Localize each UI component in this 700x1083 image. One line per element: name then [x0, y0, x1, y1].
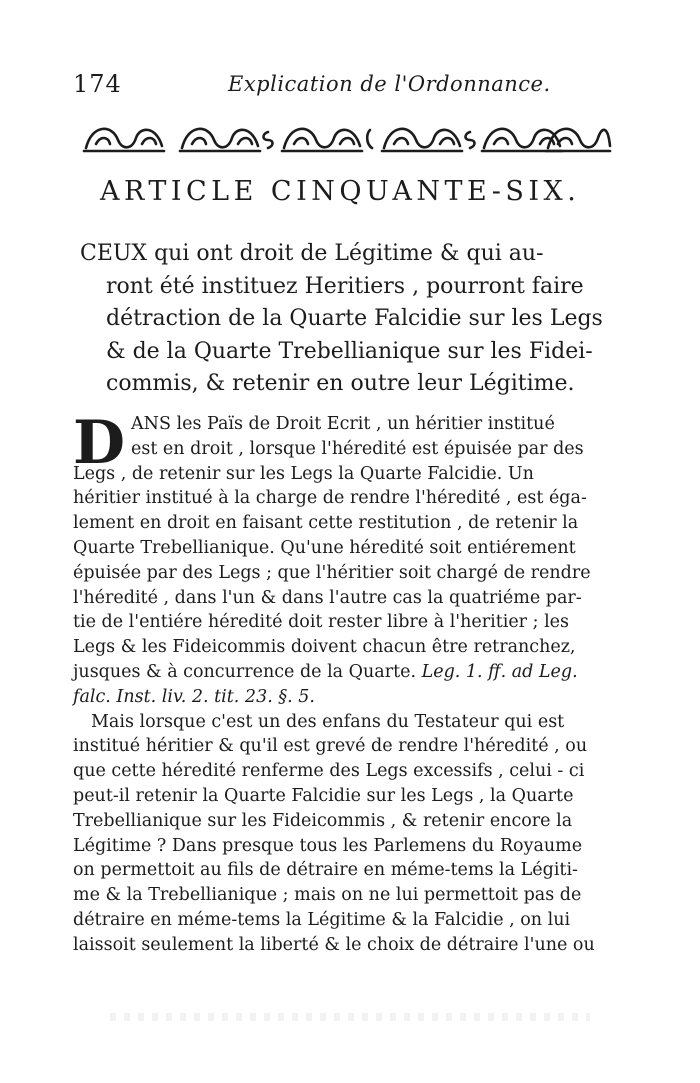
- article-line: ront été instituez Heritiers , pourront faire: [106, 273, 584, 299]
- show-through-text: [110, 1013, 590, 1021]
- article-line: détraction de la Quarte Falcidie sur les Legs: [106, 306, 603, 331]
- commentary-line: que cette héredité renferme des Legs excessifs , celui - ci: [73, 761, 585, 782]
- commentary-line: Trebellianique sur les Fideicommis , & retenir encore la: [73, 810, 573, 831]
- commentary-line: on permettoit au fils de détraire en méme-tems la Légiti-: [73, 860, 578, 881]
- commentary-line: laissoit seulement la liberté & le choix de détraire l'une ou: [73, 934, 595, 955]
- commentary-line: héritier institué à la charge de rendre l'héredité , est éga-: [73, 488, 587, 509]
- commentary-line: Mais lorsque c'est un des enfans du Testateur qui est: [91, 711, 565, 732]
- citation: Leg. 1. ff. ad Leg.: [421, 661, 578, 682]
- commentary-line: me & la Trebellianique ; mais on ne lui permettoit pas de: [73, 885, 582, 906]
- article-title: ARTICLE CINQUANTE-SIX.: [100, 176, 581, 207]
- drop-cap: D: [73, 408, 126, 478]
- ornamental-band-icon: [82, 118, 612, 158]
- commentary-line: falc. Inst. liv. 2. tit. 23. §. 5.: [73, 686, 315, 707]
- article-line: commis, & retenir en outre leur Légitime.: [106, 371, 575, 396]
- commentary-line: Quarte Trebellianique. Qu'une héredité soit entiérement: [73, 537, 576, 558]
- commentary-line: Legs & les Fideicommis doivent chacun être retranchez,: [73, 637, 576, 658]
- article-line: CEUX qui ont droit de Légitime & qui au-: [80, 241, 544, 266]
- citation-continued: [73, 685, 618, 710]
- commentary-line: épuisée par des Legs ; que l'héritier soit chargé de rendre: [73, 562, 591, 583]
- article-line: & de la Quarte Trebellianique sur les Fidei-: [106, 338, 593, 364]
- commentary-line: tie de l'entiére héredité doit rester libre à l'heritier ; les: [73, 612, 570, 633]
- commentary-line: peut-il retenir la Quarte Falcidie sur les Legs , la Quarte: [73, 785, 574, 806]
- commentary-line: l'héredité , dans l'un & dans l'autre cas la quatriéme par-: [73, 587, 582, 608]
- commentary-line: Légitime ? Dans presque tous les Parlemens du Royaume: [73, 835, 583, 856]
- commentary-line-with-citation: [73, 660, 618, 685]
- running-title: Explication de l'Ordonnance.: [228, 72, 551, 96]
- page-number: 174: [73, 70, 122, 98]
- running-head: [0, 62, 700, 102]
- commentary-line: jusques & à concurrence de la Quarte.: [73, 661, 417, 682]
- commentary-line: est en droit , lorsque l'héredité est épuisée par des: [131, 438, 584, 459]
- commentary-line: ANS les Païs de Droit Ecrit , un héritier institué: [131, 414, 555, 434]
- commentary-line: Legs , de retenir sur les Legs la Quarte Falcidie. Un: [73, 463, 534, 484]
- commentary-line: détraire en méme-tems la Légitime & la Falcidie , on lui: [73, 909, 571, 930]
- commentary-line: institué héritier & qu'il est grevé de rendre l'héredité , ou: [73, 736, 588, 757]
- commentary-line: lement en droit en faisant cette restitution , de retenir la: [73, 513, 579, 534]
- article-text: [80, 238, 620, 401]
- commentary-text: [73, 408, 618, 958]
